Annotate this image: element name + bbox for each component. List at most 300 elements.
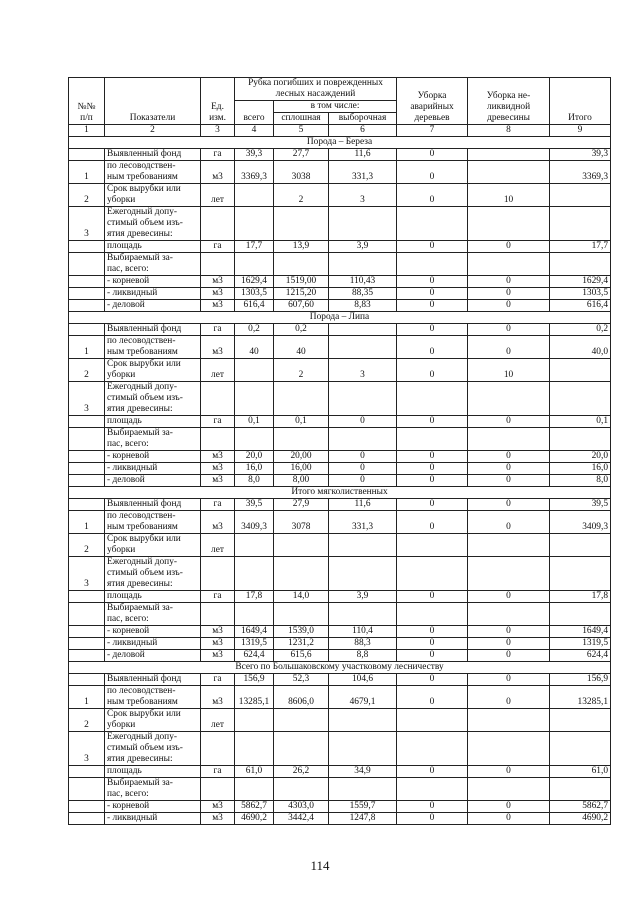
- value-emergency: 0: [397, 416, 468, 428]
- value-emergency: 0: [397, 336, 468, 359]
- row-label: - корневой: [105, 276, 201, 288]
- column-number: 5: [274, 125, 329, 137]
- row-unit: [201, 557, 235, 591]
- value-selective: 0: [329, 416, 397, 428]
- column-number: 8: [468, 125, 550, 137]
- page-number: 114: [310, 858, 330, 873]
- row-label: площадь: [105, 416, 201, 428]
- value-solid: 20,00: [274, 451, 329, 463]
- header-selective: выборочная: [329, 113, 397, 125]
- value-itogo: 624,4: [550, 650, 611, 662]
- value-total: 61,0: [235, 766, 274, 778]
- value-illiquid: 0: [468, 499, 550, 511]
- value-illiquid: [468, 709, 550, 732]
- row-label: по лесоводствен- ным требованиям: [105, 161, 201, 184]
- value-total: [235, 184, 274, 207]
- table-row: [69, 638, 611, 650]
- value-itogo: 1303,5: [550, 288, 611, 300]
- row-label: по лесоводствен- ным требованиям: [105, 686, 201, 709]
- row-label: - деловой: [105, 650, 201, 662]
- section-title: Порода – Липа: [69, 312, 611, 324]
- row-number: [69, 638, 105, 650]
- row-unit: м3: [201, 626, 235, 638]
- row-number: 3: [69, 207, 105, 241]
- value-itogo: 40,0: [550, 336, 611, 359]
- row-label: - деловой: [105, 475, 201, 487]
- row-unit: м3: [201, 686, 235, 709]
- row-unit: м3: [201, 463, 235, 475]
- row-number: [69, 801, 105, 813]
- value-solid: 2: [274, 184, 329, 207]
- value-total: 16,0: [235, 463, 274, 475]
- table-row: [69, 709, 611, 732]
- row-label: Выявленный фонд: [105, 149, 201, 161]
- table-row: [69, 766, 611, 778]
- value-emergency: 0: [397, 451, 468, 463]
- header-num: №№ п/п: [69, 78, 105, 125]
- value-selective: [329, 534, 397, 557]
- value-total: [235, 382, 274, 416]
- row-number: [69, 241, 105, 253]
- value-emergency: [397, 709, 468, 732]
- value-selective: 0: [329, 451, 397, 463]
- value-illiquid: [468, 161, 550, 184]
- section-header-row: [69, 137, 611, 149]
- header-itogo: Итого: [550, 78, 611, 125]
- value-total: 17,8: [235, 591, 274, 603]
- table-row: [69, 499, 611, 511]
- row-number: [69, 475, 105, 487]
- value-total: [235, 778, 274, 801]
- column-number: 2: [105, 125, 201, 137]
- row-number: [69, 591, 105, 603]
- value-itogo: [550, 184, 611, 207]
- row-label: - корневой: [105, 801, 201, 813]
- value-selective: 1559,7: [329, 801, 397, 813]
- value-emergency: 0: [397, 161, 468, 184]
- value-solid: [274, 207, 329, 241]
- row-label: Ежегодный допу- стимый объем изъ- ятия древесины:: [105, 207, 201, 241]
- row-label: Срок вырубки или уборки: [105, 184, 201, 207]
- row-number: [69, 416, 105, 428]
- row-unit: га: [201, 241, 235, 253]
- row-number: [69, 766, 105, 778]
- value-selective: [329, 428, 397, 451]
- row-unit: [201, 207, 235, 241]
- value-selective: 3: [329, 184, 397, 207]
- value-emergency: [397, 428, 468, 451]
- value-itogo: 4690,2: [550, 813, 611, 825]
- value-solid: 2: [274, 359, 329, 382]
- header-including: в том числе:: [274, 101, 397, 113]
- value-illiquid: 0: [468, 638, 550, 650]
- row-label: Срок вырубки или уборки: [105, 709, 201, 732]
- value-illiquid: 0: [468, 650, 550, 662]
- value-total: 1649,4: [235, 626, 274, 638]
- table-row: [69, 463, 611, 475]
- header-unit: Ед. изм.: [201, 78, 235, 125]
- value-total: 624,4: [235, 650, 274, 662]
- value-illiquid: 0: [468, 686, 550, 709]
- value-illiquid: 0: [468, 288, 550, 300]
- row-number: [69, 451, 105, 463]
- value-itogo: [550, 207, 611, 241]
- value-solid: 1519,00: [274, 276, 329, 288]
- value-total: 17,7: [235, 241, 274, 253]
- row-label: - корневой: [105, 626, 201, 638]
- value-emergency: [397, 732, 468, 766]
- row-number: 1: [69, 686, 105, 709]
- value-itogo: 0,1: [550, 416, 611, 428]
- table-row: [69, 149, 611, 161]
- value-illiquid: 10: [468, 359, 550, 382]
- value-selective: 34,9: [329, 766, 397, 778]
- value-illiquid: 0: [468, 626, 550, 638]
- value-solid: 1231,2: [274, 638, 329, 650]
- value-total: [235, 253, 274, 276]
- value-illiquid: 0: [468, 511, 550, 534]
- row-label: Выбираемый за- пас, всего:: [105, 428, 201, 451]
- row-label: - ликвидный: [105, 638, 201, 650]
- section-header-row: [69, 487, 611, 499]
- value-selective: 110,43: [329, 276, 397, 288]
- row-unit: м3: [201, 161, 235, 184]
- value-itogo: 17,8: [550, 591, 611, 603]
- value-solid: 607,60: [274, 300, 329, 312]
- table-row: [69, 336, 611, 359]
- value-itogo: 39,5: [550, 499, 611, 511]
- row-number: [69, 288, 105, 300]
- value-emergency: 0: [397, 511, 468, 534]
- row-number: [69, 499, 105, 511]
- row-unit: га: [201, 499, 235, 511]
- value-emergency: 0: [397, 288, 468, 300]
- row-unit: [201, 382, 235, 416]
- value-selective: 3,9: [329, 241, 397, 253]
- table-row: [69, 451, 611, 463]
- row-number: 2: [69, 359, 105, 382]
- value-itogo: [550, 253, 611, 276]
- value-selective: 3,9: [329, 591, 397, 603]
- header-total: всего: [235, 101, 274, 125]
- row-number: [69, 603, 105, 626]
- value-selective: [329, 732, 397, 766]
- value-emergency: 0: [397, 686, 468, 709]
- value-solid: 0,1: [274, 416, 329, 428]
- value-selective: [329, 709, 397, 732]
- row-unit: м3: [201, 276, 235, 288]
- value-total: 0,1: [235, 416, 274, 428]
- row-number: [69, 149, 105, 161]
- value-illiquid: [468, 534, 550, 557]
- value-emergency: 0: [397, 801, 468, 813]
- value-selective: [329, 336, 397, 359]
- row-number: 3: [69, 732, 105, 766]
- table-row: [69, 359, 611, 382]
- row-number: [69, 778, 105, 801]
- row-label: Выявленный фонд: [105, 324, 201, 336]
- value-itogo: [550, 732, 611, 766]
- value-solid: 26,2: [274, 766, 329, 778]
- row-unit: га: [201, 766, 235, 778]
- row-unit: м3: [201, 638, 235, 650]
- value-solid: 27,9: [274, 499, 329, 511]
- value-solid: [274, 428, 329, 451]
- value-solid: [274, 382, 329, 416]
- value-selective: [329, 778, 397, 801]
- value-total: [235, 557, 274, 591]
- row-number: 1: [69, 161, 105, 184]
- row-number: 3: [69, 557, 105, 591]
- value-itogo: 3409,3: [550, 511, 611, 534]
- row-label: Выявленный фонд: [105, 499, 201, 511]
- header-solid: сплошная: [274, 113, 329, 125]
- value-illiquid: [468, 557, 550, 591]
- value-emergency: 0: [397, 591, 468, 603]
- value-selective: 3: [329, 359, 397, 382]
- row-unit: [201, 253, 235, 276]
- row-unit: м3: [201, 511, 235, 534]
- value-total: [235, 534, 274, 557]
- column-number: 6: [329, 125, 397, 137]
- table-row: [69, 253, 611, 276]
- value-emergency: 0: [397, 184, 468, 207]
- table-row: [69, 534, 611, 557]
- value-selective: [329, 382, 397, 416]
- value-total: 40: [235, 336, 274, 359]
- table-row: [69, 732, 611, 766]
- value-itogo: [550, 603, 611, 626]
- value-selective: 4679,1: [329, 686, 397, 709]
- value-illiquid: 0: [468, 276, 550, 288]
- row-unit: м3: [201, 336, 235, 359]
- value-emergency: 0: [397, 463, 468, 475]
- row-label: Выбираемый за- пас, всего:: [105, 778, 201, 801]
- table-row: [69, 416, 611, 428]
- value-emergency: [397, 207, 468, 241]
- row-number: 2: [69, 709, 105, 732]
- value-selective: [329, 253, 397, 276]
- table-row: [69, 813, 611, 825]
- value-illiquid: 0: [468, 416, 550, 428]
- row-number: 1: [69, 511, 105, 534]
- value-illiquid: [468, 253, 550, 276]
- value-total: 3409,3: [235, 511, 274, 534]
- row-label: - корневой: [105, 451, 201, 463]
- table-row: [69, 207, 611, 241]
- row-label: Выявленный фонд: [105, 674, 201, 686]
- table-body: [69, 137, 611, 825]
- header-illiquid-wood: Уборка не- ликвидной древесины: [468, 78, 550, 125]
- row-number: [69, 626, 105, 638]
- value-illiquid: 0: [468, 591, 550, 603]
- value-emergency: [397, 603, 468, 626]
- row-unit: [201, 778, 235, 801]
- row-label: Срок вырубки или уборки: [105, 534, 201, 557]
- value-selective: 8,83: [329, 300, 397, 312]
- value-solid: 1215,20: [274, 288, 329, 300]
- table-row: [69, 557, 611, 591]
- value-total: [235, 732, 274, 766]
- value-illiquid: [468, 428, 550, 451]
- value-emergency: [397, 534, 468, 557]
- table-row: [69, 801, 611, 813]
- table-row: [69, 161, 611, 184]
- column-numbers-row: [69, 125, 611, 137]
- value-itogo: [550, 428, 611, 451]
- row-label: - ликвидный: [105, 288, 201, 300]
- value-itogo: 156,9: [550, 674, 611, 686]
- value-emergency: 0: [397, 813, 468, 825]
- value-total: 1303,5: [235, 288, 274, 300]
- value-selective: 8,8: [329, 650, 397, 662]
- row-label: - ликвидный: [105, 813, 201, 825]
- row-unit: лет: [201, 184, 235, 207]
- value-selective: 331,3: [329, 511, 397, 534]
- value-total: 20,0: [235, 451, 274, 463]
- row-label: Выбираемый за- пас, всего:: [105, 603, 201, 626]
- value-emergency: 0: [397, 276, 468, 288]
- value-illiquid: 0: [468, 674, 550, 686]
- value-emergency: 0: [397, 674, 468, 686]
- table-row: [69, 591, 611, 603]
- value-itogo: 1319,5: [550, 638, 611, 650]
- value-itogo: 3369,3: [550, 161, 611, 184]
- row-unit: м3: [201, 451, 235, 463]
- table-row: [69, 475, 611, 487]
- value-solid: 3038: [274, 161, 329, 184]
- value-solid: [274, 557, 329, 591]
- value-emergency: 0: [397, 300, 468, 312]
- value-itogo: 616,4: [550, 300, 611, 312]
- value-emergency: 0: [397, 475, 468, 487]
- section-header-row: [69, 312, 611, 324]
- value-total: 0,2: [235, 324, 274, 336]
- value-total: 8,0: [235, 475, 274, 487]
- row-label: площадь: [105, 241, 201, 253]
- row-number: [69, 463, 105, 475]
- table-row: [69, 778, 611, 801]
- value-solid: 52,3: [274, 674, 329, 686]
- value-itogo: 1629,4: [550, 276, 611, 288]
- table-row: [69, 674, 611, 686]
- row-number: [69, 276, 105, 288]
- value-solid: 14,0: [274, 591, 329, 603]
- row-number: [69, 650, 105, 662]
- value-itogo: 20,0: [550, 451, 611, 463]
- row-number: [69, 300, 105, 312]
- row-number: 2: [69, 184, 105, 207]
- value-emergency: 0: [397, 766, 468, 778]
- value-total: 39,5: [235, 499, 274, 511]
- table-row: [69, 511, 611, 534]
- value-selective: 11,6: [329, 499, 397, 511]
- value-illiquid: 0: [468, 463, 550, 475]
- row-unit: га: [201, 591, 235, 603]
- table-row: [69, 382, 611, 416]
- table-row: [69, 626, 611, 638]
- row-unit: [201, 603, 235, 626]
- row-number: 1: [69, 336, 105, 359]
- row-number: [69, 674, 105, 686]
- value-selective: [329, 207, 397, 241]
- value-solid: [274, 603, 329, 626]
- value-itogo: [550, 359, 611, 382]
- row-unit: м3: [201, 813, 235, 825]
- value-emergency: 0: [397, 359, 468, 382]
- value-illiquid: 0: [468, 336, 550, 359]
- row-label: Ежегодный допу- стимый объем изъ- ятия древесины:: [105, 732, 201, 766]
- row-unit: [201, 732, 235, 766]
- value-total: [235, 207, 274, 241]
- value-emergency: 0: [397, 324, 468, 336]
- row-unit: га: [201, 324, 235, 336]
- value-emergency: 0: [397, 499, 468, 511]
- value-total: 3369,3: [235, 161, 274, 184]
- value-total: 616,4: [235, 300, 274, 312]
- value-selective: [329, 557, 397, 591]
- value-total: 13285,1: [235, 686, 274, 709]
- value-illiquid: 0: [468, 300, 550, 312]
- value-itogo: 17,7: [550, 241, 611, 253]
- value-selective: 0: [329, 463, 397, 475]
- value-itogo: 13285,1: [550, 686, 611, 709]
- value-itogo: 61,0: [550, 766, 611, 778]
- value-solid: 4303,0: [274, 801, 329, 813]
- value-itogo: [550, 709, 611, 732]
- column-number: 3: [201, 125, 235, 137]
- value-itogo: [550, 778, 611, 801]
- value-solid: [274, 534, 329, 557]
- table-row: [69, 276, 611, 288]
- value-emergency: [397, 253, 468, 276]
- value-total: [235, 428, 274, 451]
- value-illiquid: 0: [468, 324, 550, 336]
- value-illiquid: [468, 603, 550, 626]
- row-unit: га: [201, 149, 235, 161]
- value-illiquid: 0: [468, 475, 550, 487]
- row-label: Срок вырубки или уборки: [105, 359, 201, 382]
- value-itogo: 8,0: [550, 475, 611, 487]
- value-illiquid: 0: [468, 801, 550, 813]
- column-number: 9: [550, 125, 611, 137]
- row-unit: лет: [201, 359, 235, 382]
- value-emergency: [397, 382, 468, 416]
- value-emergency: 0: [397, 149, 468, 161]
- row-label: - деловой: [105, 300, 201, 312]
- value-total: 39,3: [235, 149, 274, 161]
- value-selective: 331,3: [329, 161, 397, 184]
- value-itogo: 1649,4: [550, 626, 611, 638]
- table-row: [69, 686, 611, 709]
- row-number: [69, 813, 105, 825]
- value-selective: 1247,8: [329, 813, 397, 825]
- value-illiquid: [468, 149, 550, 161]
- table-row: [69, 428, 611, 451]
- table-row: [69, 650, 611, 662]
- value-selective: 11,6: [329, 149, 397, 161]
- value-solid: [274, 253, 329, 276]
- row-unit: га: [201, 674, 235, 686]
- row-number: 3: [69, 382, 105, 416]
- value-selective: 88,3: [329, 638, 397, 650]
- value-total: 4690,2: [235, 813, 274, 825]
- value-solid: 8,00: [274, 475, 329, 487]
- value-illiquid: [468, 382, 550, 416]
- row-unit: м3: [201, 801, 235, 813]
- value-illiquid: [468, 778, 550, 801]
- forest-felling-table: [68, 77, 611, 825]
